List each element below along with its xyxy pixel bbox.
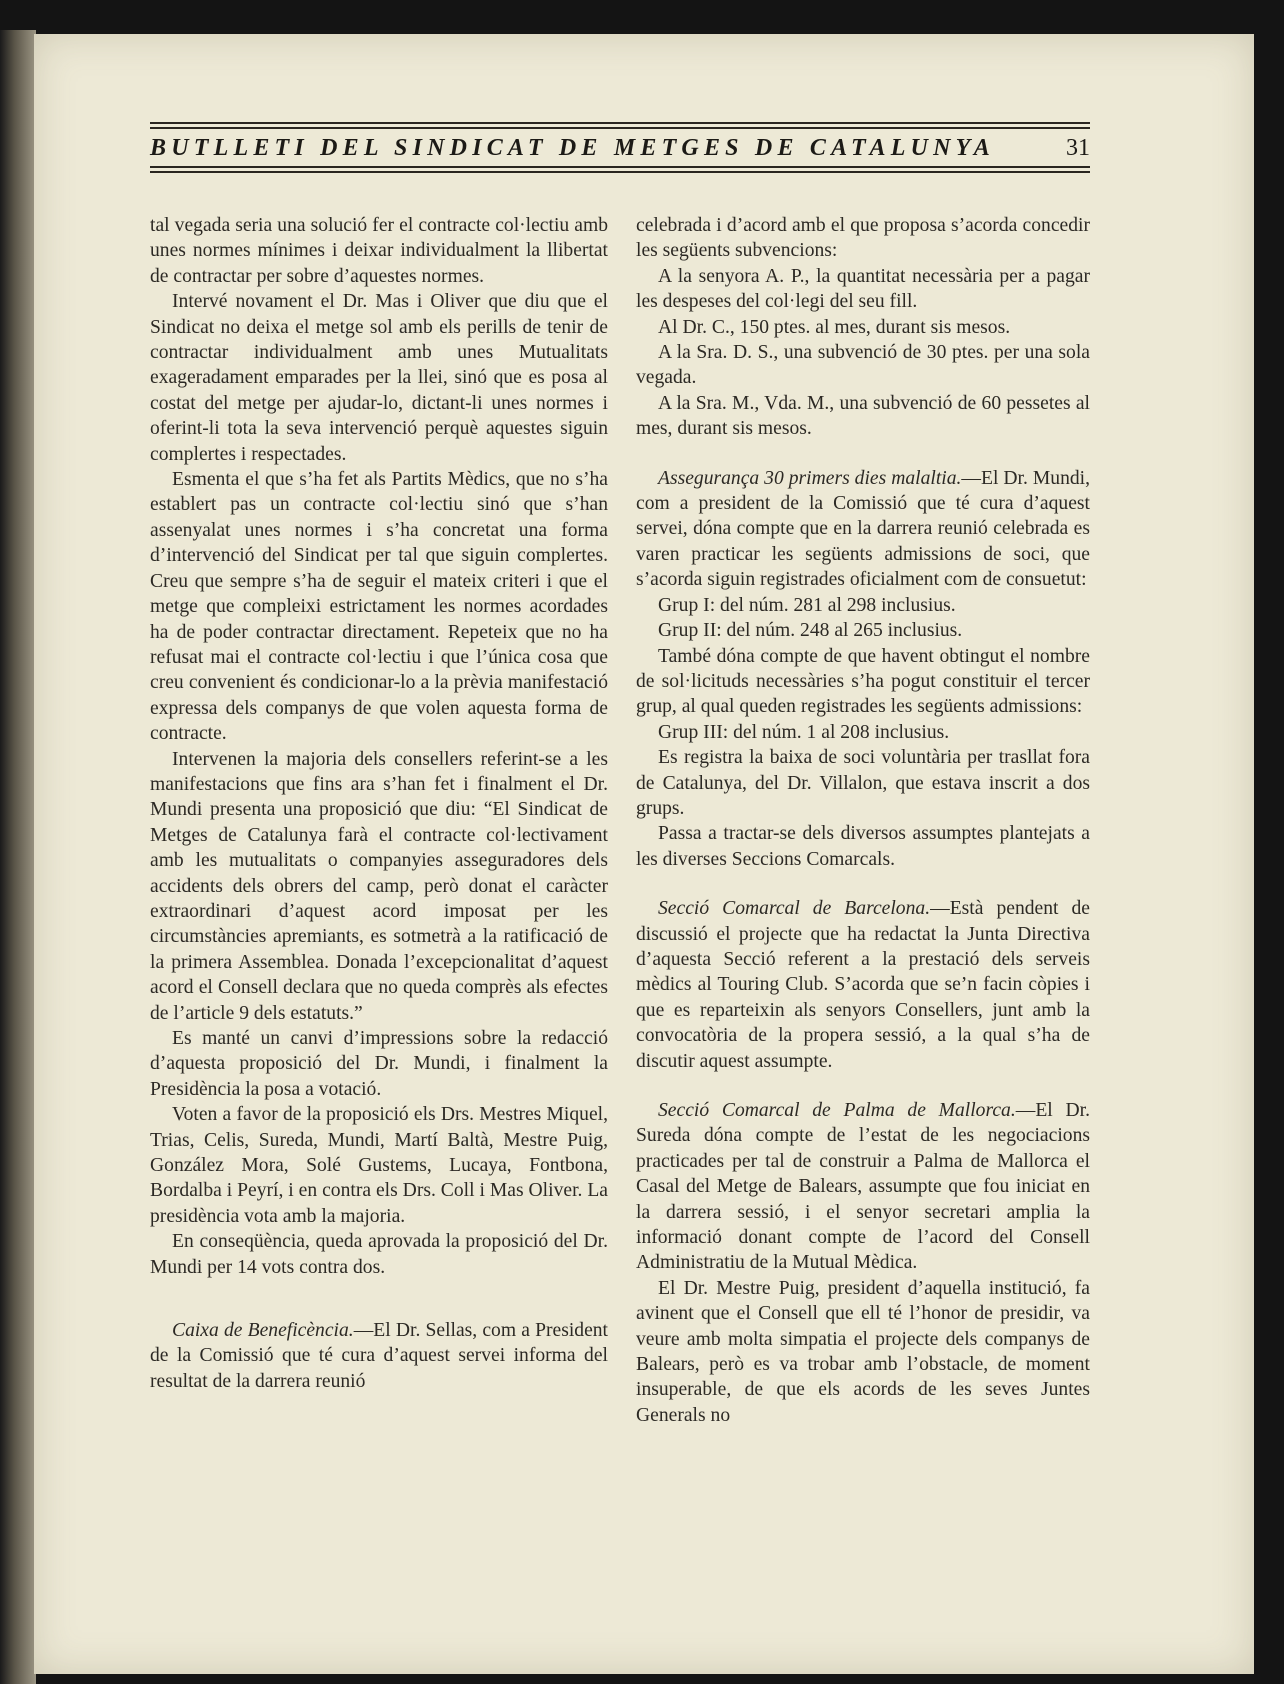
barcelona-section [636,896,1090,1074]
header-rule-bottom-2 [150,171,1090,173]
asseguranca-section [636,466,1090,593]
paragraph: Voten a favor de la proposició els Drs. Mestres Miquel, Trias, Celis, Sureda, Mundi, Martí Baltà, Mestre Puig, González Mora, Solé Gustems, Lucaya, Fontbona, Bordalba i Peyrí, i en contra els Drs. Coll i Mas Oliver. La presidència vota amb la majoria. [150,1104,608,1227]
group-entry: Grup III: del núm. 1 al 208 inclusius. [658,721,950,743]
paragraph: També dóna compte de que havent obtingut el nombre de sol·licituds necessàries s’ha pogut constituir el tercer grup, al qual queden registrades les següents admissions: [636,645,1090,718]
section-title: Caixa de Beneficència. [172,1320,354,1342]
paragraph: Passa a tractar-se dels diversos assumptes plantejats a les diverses Seccions Comarcals. [636,823,1090,870]
header-rule-top [150,122,1090,124]
section-text: —El Dr. Mundi, com a president de la Comissió que té cura d’aquest servei, dóna compte que en la darrera reunió celebrada es varen practicar les següents admissions de soci, que s’acorda siguin registrades oficialment com de consuetut: [636,467,1091,591]
group-entry: Grup I: del núm. 281 al 298 inclusius. [658,594,956,616]
paragraph: El Dr. Mestre Puig, president d’aquella institució, fa avinent que el Consell que ell té l’honor de presidir, va veure amb molta simpatia el projecte dels companys de Balears, però es va trobar amb l’obstacle, de moment insuperable, de que els acords de les seves Juntes Generals no [636,1277,1090,1426]
paragraph: Intervé novament el Dr. Mas i Oliver que diu que el Sindicat no deixa el metge sol amb els perills de tenir de contractar individualment amb unes Mutualitats exageradament emparades per la llei, sinó que es posa al costat del metge per ajudar-lo, dictant-li unes normes i oferint-li tota la seva intervenció perquè aquestes siguin complertes i respectades. [150,291,608,465]
paragraph: Intervenen la majoria dels consellers referint-se a les manifestacions que fins ara s’han fet i finalment el Dr. Mundi presenta una proposició que diu: “El Sindicat de Metges de Catalunya farà el contracte col·lectivament amb les mutualitats o companyies asseguradores dels accidents dels obrers del camp, però donat el caràcter extraordinari d’aquest acord imposat per les circumstàncies apremiants, es sotmetrà a la ratificació de la primera Assemblea. Donada l’excepcionalitat d’aquest acord el Consell declara que no queda comprès als efectes de l’article 9 dels estatuts.” [150,748,608,1024]
section-text: —El Dr. Sureda dóna compte de l’estat de les negociacions practicades per tal de construir a Palma de Mallorca el Casal del Metge de Balears, assumpte que fou iniciat en la darrera sessió, i el senyor secretari amplia la informació donant compte de l’acord del Consell Administratiu de la Mutual Mèdica. [636,1100,1090,1274]
paragraph: celebrada i d’acord amb el que proposa s’acorda concedir les següents subvencions: [636,215,1090,262]
scan-edge [0,30,36,1684]
group-entry: Grup II: del núm. 248 al 265 inclusius. [658,620,963,642]
caixa-section [150,1318,608,1394]
right-column [636,213,1090,1428]
section-text: —El Dr. Sellas, com a President de la Comissió que té cura d’aquest servei informa del resultat de la darrera reunió [150,1320,609,1392]
page-number: 31 [1066,135,1090,161]
header-rule-top-2 [150,127,1090,129]
paragraph: En conseqüència, queda aprovada la proposició del Dr. Mundi per 14 vots contra dos. [150,1231,608,1278]
section-title: Secció Comarcal de Palma de Mallorca. [658,1100,1016,1121]
section-title: Secció Comarcal de Barcelona. [658,898,931,920]
paragraph: tal vegada seria una solució fer el contracte col·lectiu amb unes normes mínimes i deixar individualment la llibertat de contractar per sobre d’aquestes normes. [150,215,608,287]
mallorca-section [636,1098,1090,1276]
section-title: Assegurança 30 primers dies malaltia. [658,467,962,489]
page-header [150,122,1090,180]
section-text: —Està pendent de discussió el projecte que ha redactat la Junta Directiva d’aquesta Secció referent a la prestació dels serveis mèdics al Touring Club. S’acorda que se’n facin còpies i que es reparteixin als senyors Consellers, junt amb la convocatòria de la propera sessió, a la qual s’ha de discutir aquest assumpte. [636,898,1090,1072]
subsidy-item: A la Sra. D. S., una subvenció de 30 ptes. per una sola vegada. [636,342,1090,389]
header-rule-bottom [150,166,1090,168]
subsidy-item: Al Dr. C., 150 ptes. al mes, durant sis mesos. [658,316,1011,338]
subsidy-item: A la senyora A. P., la quantitat necessària per a pagar les despeses del col·legi del seu fill. [636,265,1090,313]
paragraph: Es manté un canvi d’impressions sobre la redacció d’aquesta proposició del Dr. Mundi, i finalment la Presidència la posa a votació. [150,1028,608,1100]
journal-title: BUTLLETI DEL SINDICAT DE METGES DE CATALUNYA [150,135,995,161]
paragraph: Esmenta el que s’ha fet als Partits Mèdics, que no s’ha establert pas un contracte col·lectiu sinó que s’han assenyalat unes normes i s’ha concretat una forma d’intervenció del Sindicat per tal que siguin complertes. Creu que sempre s’ha de seguir el mateix criteri i que el metge que compleixi estrictament les normes acordades ha de poder contractar directament. Repeteix que no ha refusat mai el contracte col·lectiu i que l’única cosa que creu convenient és condicionar-lo a la prèvia manifestació expressa dels companys de que volen aquesta forma de contracte. [150,469,608,745]
left-column [150,213,608,1394]
subsidy-item: A la Sra. M., Vda. M., una subvenció de 60 pessetes al mes, durant sis mesos. [636,392,1090,440]
paragraph: Es registra la baixa de soci voluntària per trasllat fora de Catalunya, del Dr. Villalon, que estava inscrit a dos grups. [636,747,1090,819]
